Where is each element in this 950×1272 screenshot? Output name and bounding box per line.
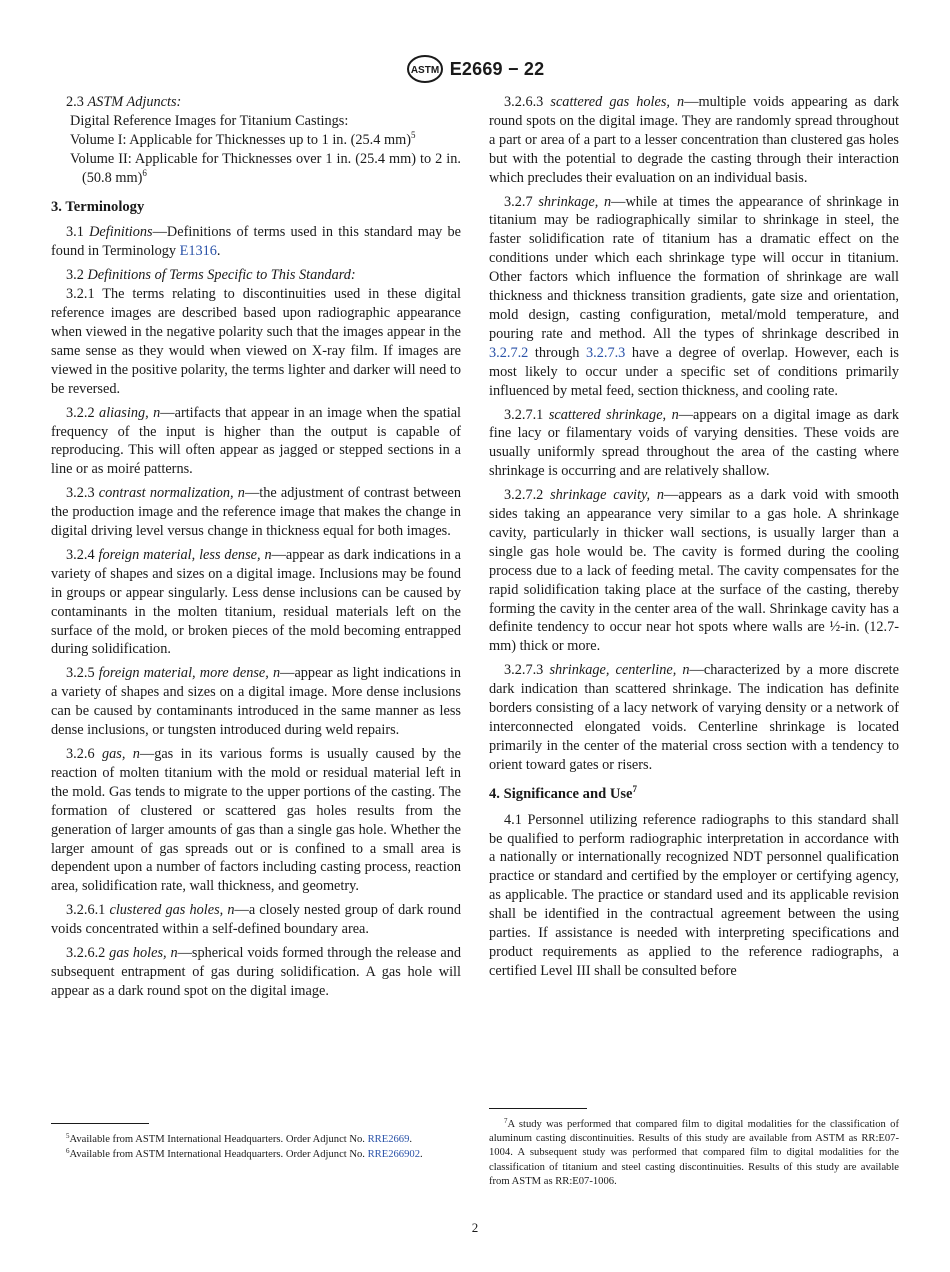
para-3-2-2: 3.2.2 aliasing, n—artifacts that appear in an image when the spatial frequency of the input is higher than the output is capable of reproducing. This will often appear as jagged or stepped sections in a line or as moiré patterns.: [51, 404, 462, 478]
document-id: E2669 − 22: [449, 58, 545, 79]
footnote-6: $^6$Available from ASTM International Headquarters. Order Adjunct No. RRE266902.: [66, 1147, 423, 1161]
para-3-2-1: 3.2.1 The terms relating to discontinuities used in these digital reference images are described based upon radiographic appearance when viewed in the negative polarity such that the images appear in the same sense as they would when viewed on X-ray film. If images are viewed in the positive polarity, the terms lighter and darker will need to be reversed.: [51, 286, 461, 397]
section-2-3: 2.3 ASTM Adjuncts:: [66, 94, 182, 110]
adjunct-line-1: Digital Reference Images for Titanium Castings:: [70, 112, 349, 129]
ref-3-2-7-3-link[interactable]: 3.2.7.3: [586, 344, 626, 361]
adjunct-line-3: Volume II: Applicable for Thicknesses over 1 in. (25.4 mm) to 2 in. (50.8 mm)$^6$: [70, 150, 461, 186]
para-3-2-5: 3.2.5 foreign material, more dense, n—appear as light indications in a variety of shapes and sizes on a digital image. More dense inclusions can be caused by contaminants introduced in the same manner as less dense inclusions, or tungsten introduced during weld repairs.: [51, 665, 462, 739]
para-3-2-6-2: 3.2.6.2 gas holes, n—spherical voids formed through the release and subsequent entrapment of gas during solidification. A gas hole will appear as a dark round spot on the digital image.: [51, 945, 461, 999]
para-3-2-6-1: 3.2.6.1 clustered gas holes, n—a closely nested group of dark round voids concentrated within a self-defined boundary area.: [51, 902, 462, 938]
para-3-2-7: 3.2.7 shrinkage, n—while at times the appearance of shrinkage in titanium may be radiographically similar to shrinkage in steel, the faster solidification rate of titanium has a dramatic effect on the conditions under which each shrinkage type will occur in titanium. Other factors which influence the formation of shrinkage are wall thickness and thickness transition gradients, gate size and orientation, mold design, casting configuration, metal/mold temperature, and pouring rate and method. All the types of shrinkage described in 3.2.7.2 through 3.2.7.3 have a degree of overlap. However, each is most likely to occur under a specific set of conditions primarily influenced by metal feed, section thickness, and cooling rate.: [489, 193, 900, 399]
footnote-rule-right: [489, 1108, 587, 1109]
para-3-2-6-3: 3.2.6.3 scattered gas holes, n—multiple voids appearing as dark round spots on the digital image. They are randomly spread throughout a part or area of a part to a lesser concentration than clustered gas holes but with the potential to degrade the casting through their interaction which precludes their evaluation on an individual basis.: [489, 94, 900, 186]
page-number: 2: [471, 1220, 479, 1235]
section-4-heading: 4. Significance and Use$^7$: [489, 783, 638, 802]
e1316-link[interactable]: E1316: [179, 243, 217, 260]
footnotes-left: [51, 1133, 461, 1163]
footnote-5: $^5$Available from ASTM International Headquarters. Order Adjunct No. RRE2669.: [66, 1132, 413, 1145]
para-3-2-7-2: 3.2.7.2 shrinkage cavity, n—appears as a dark void with smooth sides taking an appearance very similar to a gas hole. A shrinkage cavity, particularly in thicker wall sections, is usually larger than a single gas hole would be. The cavity is formed during the cooling process due to a lack of feeding metal. The cavity compensates for the rapid solidification taking place at the surface of the casting, thereby forming the cavity in the center area of the wall. Shrinkage cavity has a definite tendency to occur near hot spots where walls are ½-in. (12.7-mm) thick or more.: [489, 487, 900, 655]
page-header: [0, 52, 950, 86]
astm-logo-icon: [406, 54, 444, 84]
adjunct-line-2: Volume I: Applicable for Thicknesses up to 1 in. (25.4 mm)$^5$: [70, 129, 416, 148]
para-3-2-7-1: 3.2.7.1 scattered shrinkage, n—appears on a digital image as dark fine lacy or filamentary voids of varying densities. These voids are usually uniformly spread throughout the area of the casting where shrinkage is occurring and are relatively shallow.: [489, 406, 899, 480]
footnote-7: $^7$A study was performed that compared film to digital modalities for the classification of aluminum casting discontinuities. Results of this study are available from ASTM as RR:E07-1004. A subsequent study was performed that compared film to digital modalities for the classification of titanium and steel casting discontinuities. Results of this study are available from ASTM as RR:E07-1006.: [489, 1117, 899, 1187]
rre266902-link[interactable]: RRE266902: [367, 1149, 420, 1161]
svg-text:ASTM: ASTM: [410, 65, 439, 76]
para-3-2-6: 3.2.6 gas, n—gas in its various forms is usually caused by the reaction of molten titanium with the mold or residual material left in the mold. Gas tends to migrate to the upper portions of the casting. The formation of clustered or scattered gas holes results from the generation of larger amounts of gas than a single gas hole. Whether the larger amount of gas spreads out or is confined to a small area is dependent upon a number of factors including casting process, reaction area, solidification rate, wall thickness, and geometry.: [51, 746, 461, 895]
footnotes-right: [489, 1118, 899, 1190]
right-column: [489, 93, 899, 986]
para-3-2-7-3: 3.2.7.3 shrinkage, centerline, n—characterized by a more discrete dark indication than scattered shrinkage. The indication has definite borders consisting of a lacy network of varying density or a network of interconnected elongated voids. Centerline shrinkage is located primarily in the center of the material cross section with a tendency to orient toward gates or risers.: [489, 662, 899, 773]
para-3-2-3: 3.2.3 contrast normalization, n—the adjustment of contrast between the production image and the reference image that makes the change in digital driving level versus change in thickness equal for both images.: [51, 485, 461, 540]
para-3-2: 3.2 Definitions of Terms Specific to This Standard:: [66, 267, 356, 284]
ref-3-2-7-2-link[interactable]: 3.2.7.2: [489, 344, 529, 361]
rre2669-link[interactable]: RRE2669: [367, 1134, 410, 1145]
para-3-2-4: 3.2.4 foreign material, less dense, n—appear as dark indications in a variety of shapes and sizes on a digital image. Inclusions may be found in groups or appear singularly. Less dense inclusions can be caused by contaminants in the molten titanium, residual materials left on the surface of the mold, or broken pieces of the mold becoming entrapped during solidification.: [51, 546, 462, 658]
footnote-rule-left: [51, 1123, 149, 1124]
para-3-1: 3.1 Definitions—Definitions of terms used in this standard may be found in Terminology E1316.: [51, 224, 462, 260]
section-3-heading: 3. Terminology: [51, 198, 145, 215]
para-4-1: 4.1 Personnel utilizing reference radiographs to this standard shall be qualified to perform radiographic interpretation in accordance with a nationally or internationally recognized NDT personnel qualification practice or standard and certified by the employer or certifying agency, as applicable. The practice or standard used and its applicable revision shall be identified in the contractual agreement between the using parties. If assistance is needed with interpreting specifications and product requirements as applied to the reference radiographs, a certified Level III shall be consulted before: [489, 811, 899, 979]
left-column: [51, 93, 461, 1006]
